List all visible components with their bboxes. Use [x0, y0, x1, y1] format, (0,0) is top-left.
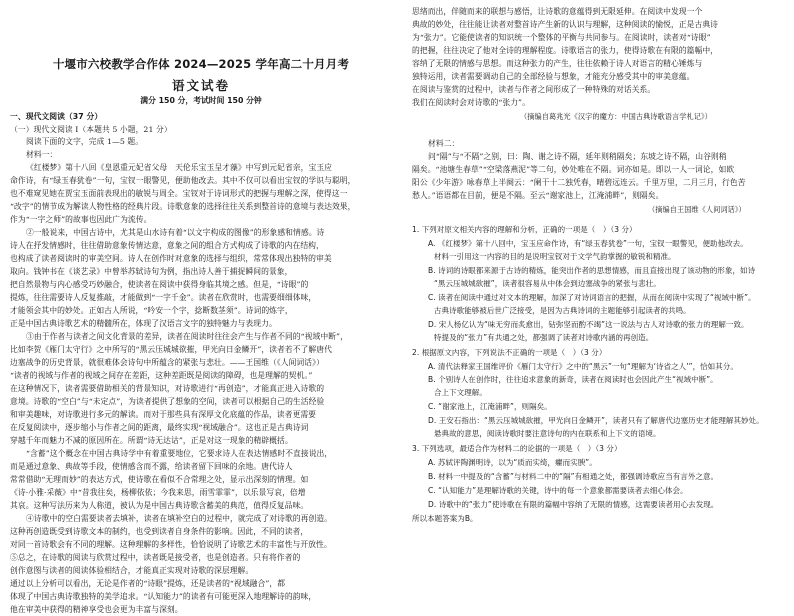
text-line: 隔矣。“池塘生春草”“空梁落燕泥”等二句，妙处唯在不隔。词亦如是。即以一人一词论，如欧: [412, 165, 735, 174]
text-line: 我们在阅读时会对诗歌的“张力”。: [412, 98, 530, 107]
material-label: 材料二：: [428, 139, 460, 148]
text-line: 作为“一字之师”的故事也因此广为流传。: [10, 215, 152, 224]
question-3-option-a: A. 苏轼评陶渊明诗，以为“质而实绮，癯而实腴”。: [428, 458, 597, 467]
question-3-option-b: B. 材料一中提及的“含蓄”与材料二中的“隔”有相通之处，都强调诗歌应当有言外之意。: [428, 472, 719, 481]
question-3-stem: 3. 下列选项，最适合作为材料二的论据的一项是（ ）（3 分）: [412, 444, 622, 453]
text-line: 而是通过意象、典故等手段，使情感含而不露，给读者留下回味的余地。唐代诗人: [10, 462, 293, 471]
text-line: 常常借助“无理而妙”的表达方式，使诗歌在看似不合常理之处，显示出深刻的情理。如: [10, 475, 309, 484]
text-line: 这种再创造既受到诗歌文本的制约，也受到读者自身条件的影响。因此，不同的读者，: [10, 527, 309, 536]
text-line: 诗人在抒发情感时，往往借助意象传情达意，意象之间的组合方式构成了诗歌的内在结构，: [10, 241, 324, 250]
reading-instruction: 阅读下面的文字，完成 1—5 题。: [26, 137, 144, 146]
question-1-option-c: C. 读者在阅读中通过对文本的理解，加深了对诗词语言的把握，从而在阅读中实现了“视域中断”。: [428, 293, 756, 302]
subsection-heading: （一）现代文阅读 I（本题共 5 小题，21 分）: [10, 125, 172, 134]
text-line: 也不难窥见她在贾宝玉面前表现出的敏锐与周全。宝钗对于诗词形式的把握与理解之深，使得这一: [10, 189, 348, 198]
text-line: 把自然景物与内心感受巧妙融合，使读者在阅读中获得身临其境之感。但是，“诗眼”的: [10, 280, 309, 289]
option-continuation: 合上下文理解。: [434, 388, 487, 397]
text-line: 其哀。这种写法历来为人称道，被认为是中国古典诗歌含蓄美的典范，值得反复品味。: [10, 501, 309, 510]
question-3-option-c: C. “认知能力”是理解诗歌的关键，诗中的每一个意象都需要读者去细心体会。: [428, 486, 688, 495]
text-line: 通过以上分析可以看出，无论是作者的“诗眼”提炼，还是读者的“视域融合”，都: [10, 579, 286, 588]
question-2-option-c: C. “谢家池上，江淹浦畔”，则隔矣。: [428, 402, 552, 411]
text-line: 边塞战争的历史背景，就很难体会诗句中所蕴含的紧张与悲壮。——王国维（《人间词话》）: [10, 358, 324, 367]
text-line: “改字”的情节成为解读人物性格的经典片段。诗歌意象的选择往往关系到整首诗的意境与表达效果，: [10, 202, 356, 211]
text-line: ⑤总之，在诗歌的阅读与欣赏过程中，读者既是接受者，也是创造者。只有将作者的: [10, 553, 301, 562]
option-continuation: 古典诗歌能够被后世广泛接受，是因为古典诗词的主题能够引起读者的共鸣。: [434, 306, 691, 315]
source-citation: （摘编自王国维《人间词话》）: [648, 205, 746, 214]
text-line: 比如李贺《雁门太守行》之中所写的“黑云压城城欲摧，甲光向日金鳞开”，读者若不了解唐代: [10, 345, 332, 354]
text-line: 体现了中国古典诗歌独特的美学追求。“认知能力”的读者有可能更深入地理解诗的韵味，: [10, 592, 317, 601]
score-info: 满分 150 分，考试时间 150 分钟: [140, 96, 262, 105]
question-1-option-a: A. 《红楼梦》第十八回中，宝玉应命作诗，有“绿玉春犹卷”一句，宝钗一眼警见，便助他改去。: [428, 239, 748, 248]
text-line: 问“隔”与“不隔”之别，曰：陶、谢之诗不隔，延年则稍隔矣；东坡之诗不隔，山谷则稍: [428, 152, 727, 161]
text-line: ②一般说来，中国古诗中，尤其是山水诗有着“以文字构成的图像”的形象感和情感。诗: [26, 228, 325, 237]
text-line: 命作诗，有“绿玉春犹卷”一句，宝钗一眼警见，便助他改去。其中不仅可以看出宝钗的学识与聪明，: [10, 176, 356, 185]
material-label: 材料一：: [26, 150, 58, 159]
text-line: 阳公《少年游》咏春草上半阕云：“阑干十二独凭春，晴碧远连云。千里万里，二月三月，行色苦: [412, 178, 746, 187]
text-line: 意境。诗歌的“空白”与“未定点”，为读者提供了想象的空间，读者可以根据自己的生活经验: [10, 397, 325, 406]
text-line: 他在审美中获得的精神享受也会更为丰富与深刻。: [10, 605, 183, 614]
text-line: 正是中国古典诗歌艺术的精髓所在，体现了汉语言文字的独特魅力与表现力。: [10, 319, 277, 328]
text-line: 创作意图与读者的阅读体验相结合，才能真正实现对诗歌的深层理解。: [10, 566, 254, 575]
answer-note: 所以本题答案为B。: [412, 514, 478, 523]
question-1-option-b: B. 诗词的诗眼都来源于古诗的精炼，能突出作者的思想情感，而且直接出现了该动物的形象，如诗: [428, 266, 756, 275]
option-continuation: “黑云压城城欲摧”，读者很容易从中体会到边塞战争的紧张与悲壮。: [434, 279, 661, 288]
question-2-option-d: D. 王安石指出：“黑云压城城欲摧，甲光向日金鳞开”，读者只有了解唐代边塞历史才能理解其妙处。: [428, 416, 764, 425]
right-column: [412, 0, 788, 550]
option-continuation: 材料一引用这一内容的目的是说明宝钗对于文学气韵掌握的敏锐和精准。: [434, 252, 676, 261]
text-line: 的把握，往往决定了他对全诗的理解程度。诗歌语言的张力，使得诗歌在有限的篇幅中，: [412, 46, 719, 55]
text-line: 取向。钱钟书在《谈艺录》中曾举苏轼诗句为例，指出诗人善于捕捉瞬间的景象，: [10, 267, 293, 276]
text-line: 《红楼梦》第十八回《皇恩重元妃省父母 天伦乐宝玉呈才藻》中写到元妃省亲，宝玉应: [26, 163, 333, 172]
text-line: 典故的妙处，往往能让读者对整首诗产生新的认识与理解，这种阅读的愉悦，正是古典诗: [412, 20, 719, 29]
text-line: ③由于作者与读者之间文化背景的差异，读者在阅读时往往会产生与作者不同的“视域中断”，: [26, 332, 348, 341]
text-line: 和审美趣味，对诗歌进行多元的解读。而对于那些具有深厚文化底蕴的作品，读者更需要: [10, 410, 317, 419]
text-line: 思绪而出，伴随而来的联想与感悟，让诗歌的意蕴得到无限延伸。在阅读中发现一个: [412, 7, 703, 16]
text-line: 提炼，往往需要诗人反复推敲，才能做到“一字千金”。读者在欣赏时，也需要细细体味，: [10, 293, 317, 302]
text-line: 愁人。”语语都在目前，便是不隔。至云“谢家池上，江淹浦畔”，则隔矣。: [412, 191, 664, 200]
text-line: 也构成了读者阅读时的审美空间。诗人在创作时对意象的选择与组织，常常体现出独特的审美: [10, 254, 332, 263]
text-line: 独特运用，读者需要调动自己的全部经验与想象，才能充分感受其中的审美意蕴。: [412, 72, 695, 81]
text-line: 对同一首诗歌会有不同的理解。这种理解的多样性，恰恰说明了诗歌艺术的丰富性与开放性。: [10, 540, 332, 549]
text-line: 在阅读与鉴赏的过程中，读者与作者之间形成了一种特殊的对话关系。: [412, 85, 656, 94]
left-column: [10, 0, 392, 614]
text-line: 在反复阅读中，逐步缩小与作者之间的距离，最终实现“视域融合”。这也正是古典诗词: [10, 423, 309, 432]
source-citation: （摘编自葛兆光《汉字的魔方：中国古典诗歌语言学札记》）: [520, 112, 712, 121]
text-line: 《诗·小雅·采薇》中“昔我往矣，杨柳依依；今我来思，雨雪霏霏”，以乐景写哀，倍增: [10, 488, 306, 497]
text-line: “读者的视域与作者的视域之间存在差距，这种差距既是阅读的障碍，也是理解的契机。”: [10, 371, 313, 380]
text-line: 为“张力”。它能使读者的知识统一个整体的平衡与共同参与。在阅读时，读者对“诗眼”: [412, 33, 711, 42]
text-line: 穿越千年而魅力不减的原因所在。所谓“诗无达诂”，正是对这一现象的精辟概括。: [10, 436, 293, 445]
text-line: “含蓄”这个概念在中国古典诗学中有着重要地位，它要求诗人在表达情感时不直接说出，: [26, 449, 333, 458]
option-continuation: 悬典故的意思，阅读诗歌时要注意诗句的内在联系和上下文的语境。: [434, 429, 661, 438]
text-line: ④诗歌中的空白需要读者去填补，读者在填补空白的过程中，就完成了对诗歌的再创造。: [26, 514, 333, 523]
section-heading: 一、现代文阅读（37 分）: [10, 112, 103, 121]
option-continuation: 特提及的“张力”有共通之处，都强调了读者对诗歌内涵的再创造。: [434, 333, 654, 342]
text-line: 容纳了无限的情感与思想。而这种张力的产生，往往依赖于诗人对语言的精心锤炼与: [412, 59, 703, 68]
text-line: 在这种情况下，读者需要借助相关的背景知识，对诗歌进行“再创造”，才能真正进入诗歌的: [10, 384, 325, 393]
question-2-stem: 2. 根据原文内容，下列说法不正确的一项是（ ）（3 分）: [412, 348, 607, 357]
question-2-option-a: A. 清代法释家王国维评价《雁门太守行》之中的“黑云”一句“理解为‘诗省之人’”，恰如其分。: [428, 362, 738, 371]
question-1-stem: 1. 下列对原文相关内容的理解和分析，正确的一项是（ ）（3 分）: [412, 225, 637, 234]
question-2-option-b: B. 个别诗人在创作时，往往追求意象的新奇，读者在阅读时也会因此产生“视域中断”。: [428, 375, 718, 384]
text-line: 才能领会其中的妙处。正如古人所说，“吟安一个字，捻断数茎须”。诗词的炼字，: [10, 306, 293, 315]
question-1-option-d: D. 宋人杨亿认为“味无穷而炙愈出，钻弥坚而酌不竭”这一说法与古人对诗歌的张力的理解一致。: [428, 320, 749, 329]
exam-title: 十堰市六校教学合作体 2024—2025 学年高二十月月考: [52, 57, 350, 71]
subject-title: 语文试卷: [171, 78, 230, 93]
question-3-option-d: D. 诗歌中的“张力”使诗歌在有限的篇幅中容纳了无限的情感，这需要读者用心去发现。: [428, 500, 719, 509]
